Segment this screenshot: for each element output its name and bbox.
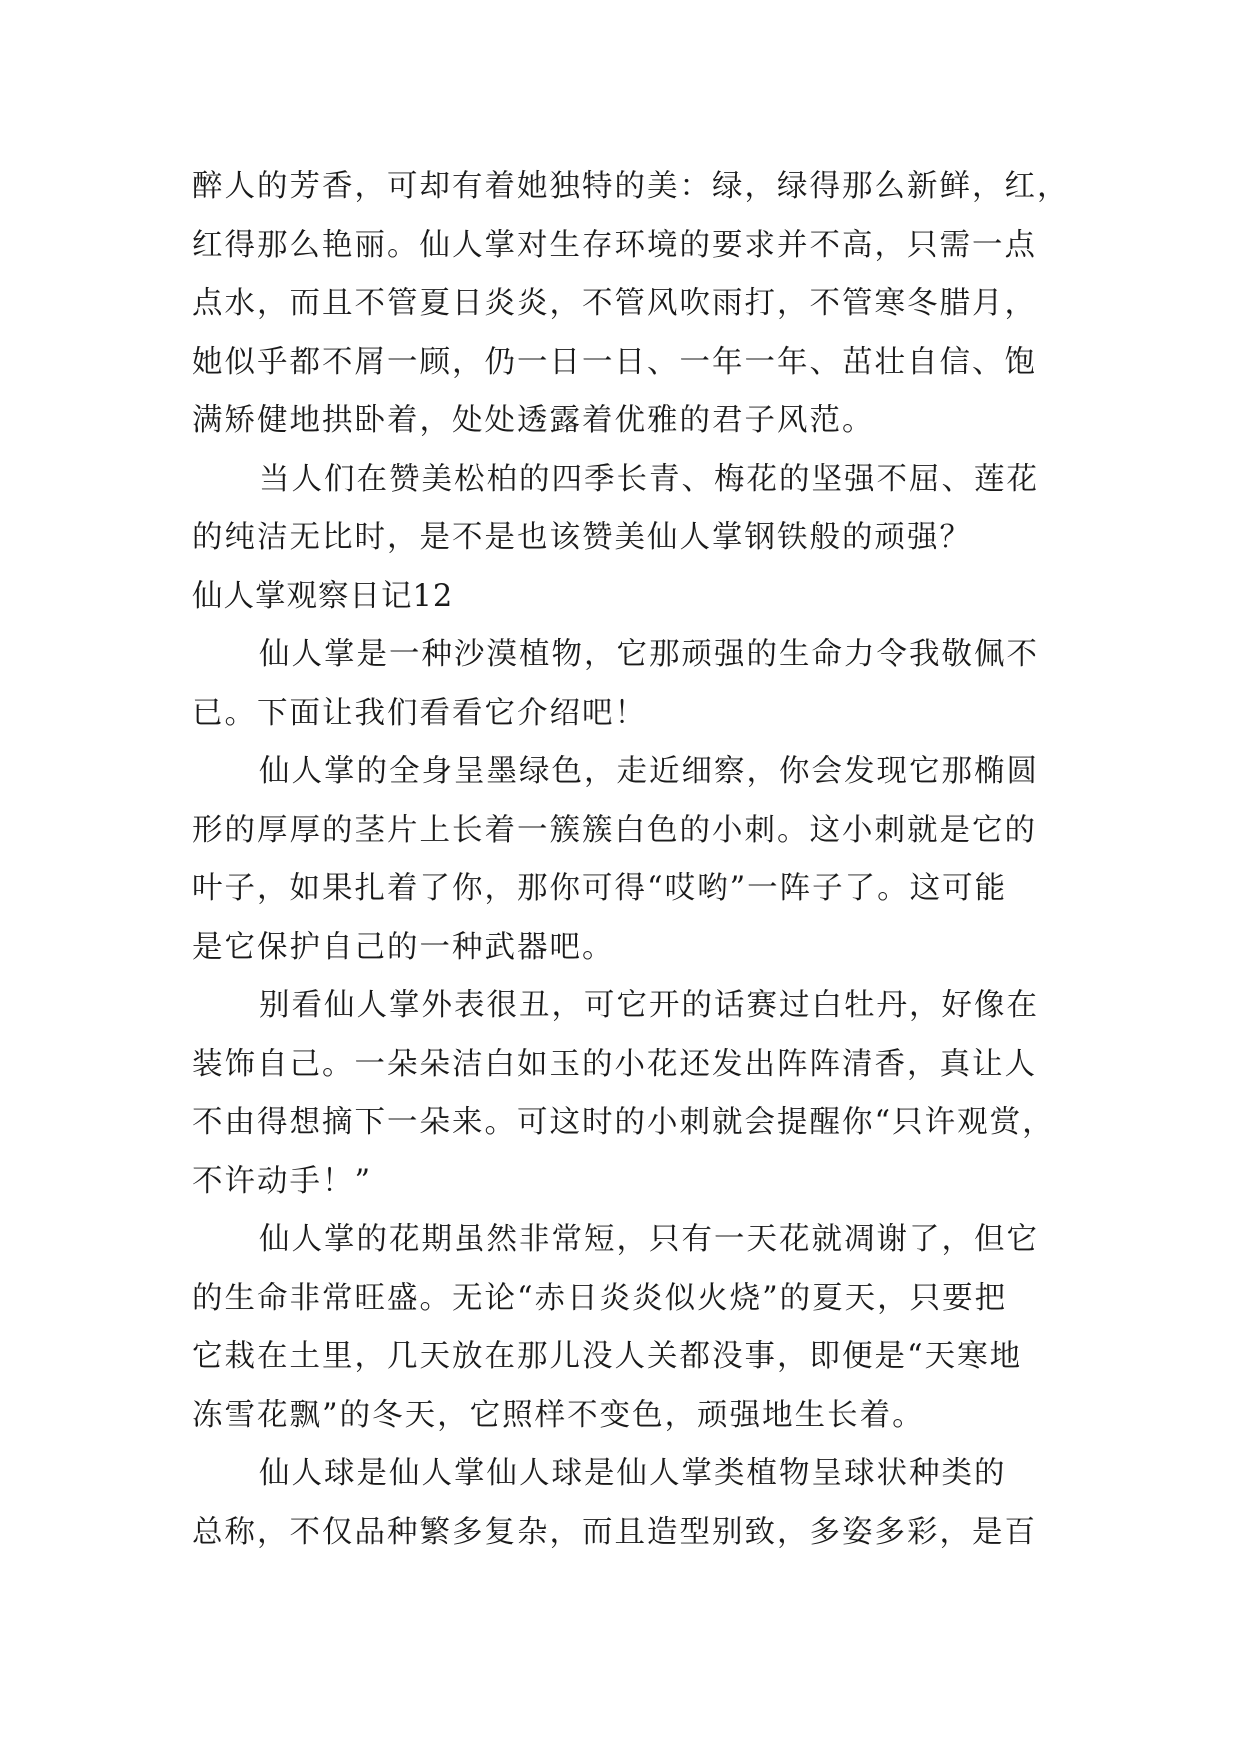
paragraph-start-line: 别看仙人掌外表很丑，可它开的话赛过白牡丹，好像在 bbox=[259, 988, 1039, 1023]
text-line: 不许动手！” bbox=[192, 1163, 373, 1199]
text-line: 已。下面让我们看看它介绍吧！ bbox=[192, 695, 647, 731]
text-line: 红得那么艳丽。仙人掌对生存环境的要求并不高，只需一点 bbox=[192, 227, 1037, 263]
paragraph-start-line: 仙人掌是一种沙漠植物，它那顽强的生命力令我敬佩不 bbox=[259, 637, 1039, 672]
text-line: 的纯洁无比时，是不是也该赞美仙人掌钢铁般的顽强？ bbox=[192, 520, 972, 555]
paragraph-start-line: 仙人掌的花期虽然非常短，只有一天花就凋谢了，但它 bbox=[259, 1222, 1039, 1257]
section-heading: 仙人掌观察日记12 bbox=[192, 578, 454, 614]
text-line: 醉人的芳香，可却有着她独特的美：绿，绿得那么新鲜，红， bbox=[192, 169, 1070, 204]
paragraph-start-line: 当人们在赞美松柏的四季长青、梅花的坚强不屈、莲花 bbox=[259, 461, 1039, 497]
paragraph-start-line: 仙人球是仙人掌仙人球是仙人掌类植物呈球状种类的 bbox=[259, 1456, 1007, 1491]
text-line: 不由得想摘下一朵来。可这时的小刺就会提醒你“只许观赏， bbox=[192, 1105, 1055, 1140]
text-line: 形的厚厚的茎片上长着一簇簇白色的小刺。这小刺就是它的 bbox=[192, 812, 1037, 848]
text-line: 满矫健地拱卧着，处处透露着优雅的君子风范。 bbox=[192, 403, 875, 438]
text-line: 是它保护自己的一种武器吧。 bbox=[192, 929, 615, 965]
text-line: 她似乎都不屑一顾，仍一日一日、一年一年、茁壮自信、饱 bbox=[192, 344, 1037, 380]
text-line: 冻雪花飘”的冬天，它照样不变色，顽强地生长着。 bbox=[192, 1397, 925, 1433]
document-body bbox=[192, 158, 1092, 1562]
text-line: 点水，而且不管夏日炎炎，不管风吹雨打，不管寒冬腊月， bbox=[192, 286, 1037, 321]
text-line: 总称，不仅品种繁多复杂，而且造型别致，多姿多彩，是百 bbox=[192, 1514, 1037, 1550]
text-line: 的生命非常旺盛。无论“赤日炎炎似火烧”的夏天，只要把 bbox=[192, 1280, 1008, 1316]
text-line: 装饰自己。一朵朵洁白如玉的小花还发出阵阵清香，真让人 bbox=[192, 1046, 1037, 1082]
paragraph-start-line: 仙人掌的全身呈墨绿色，走近细察，你会发现它那椭圆 bbox=[259, 754, 1039, 789]
text-line: 叶子，如果扎着了你，那你可得“哎哟”一阵子了。这可能 bbox=[192, 871, 1008, 906]
text-line: 它栽在土里，几天放在那儿没人关都没事，即便是“天寒地 bbox=[192, 1339, 1023, 1374]
